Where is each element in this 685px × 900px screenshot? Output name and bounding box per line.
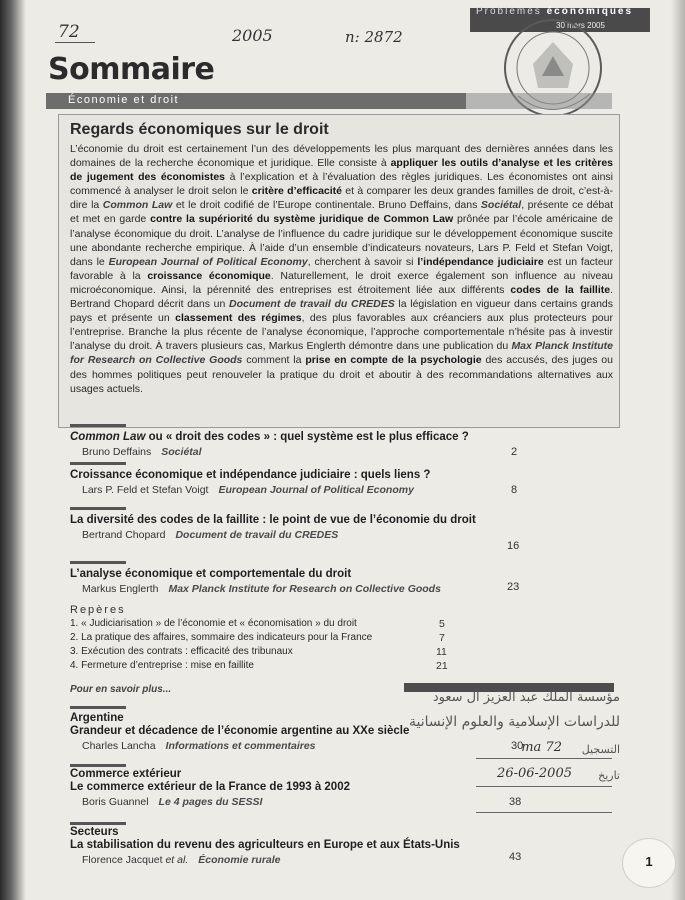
more-heading: Pour en savoir plus... — [70, 684, 172, 695]
journal-prefix: Problèmes — [476, 6, 542, 17]
article-page-number: 8 — [511, 484, 518, 496]
author-suffix: et al. — [165, 854, 189, 866]
section-bar-fade — [466, 93, 612, 109]
entry-rule — [70, 462, 126, 465]
further-reading-title: La stabilisation du revenu des agriculteurs en Europe et aux États-Unis — [70, 839, 460, 851]
article-title-italic: Common Law — [70, 431, 146, 443]
intro-text-run: L’économie du droit est certainement l’un des développements les plus marquant des dernières années dans les domaines de la recherche économique et juridique. Elle consiste à — [70, 143, 613, 170]
author-name: Boris Guannel — [82, 796, 149, 808]
article-page-number: 23 — [507, 581, 520, 593]
intro-emphasis: croissance économique — [147, 269, 271, 282]
further-page-number: 38 — [509, 796, 522, 808]
stamp-line — [476, 786, 612, 787]
article-title-text: L’analyse économique et comportementale du droit — [70, 568, 352, 580]
further-reading-title: Le commerce extérieur de la France de 1993 à 2002 — [70, 781, 350, 793]
entry-rule — [70, 561, 126, 564]
stamp-date-value: 26-06-2005 — [497, 766, 572, 781]
stamp-institution-line1: مؤسسة الملك عبد العزيز آل سعود — [432, 690, 620, 705]
category-label: Argentine — [70, 712, 124, 724]
intro-emphasis: Common Law — [102, 199, 173, 212]
further-page-number: 30 — [511, 740, 524, 752]
page-title: Sommaire — [48, 52, 215, 87]
article-page-number: 2 — [511, 446, 518, 458]
author-name: Bertrand Chopard — [82, 529, 166, 541]
article-title — [70, 468, 540, 482]
intro-emphasis: appliquer les outils d’analyse et les critères de jugement des économistes — [70, 157, 614, 184]
author-name: Markus Englerth — [82, 583, 159, 595]
article-source: Max Planck Institute for Research on Collective Goods — [168, 583, 441, 595]
article-title — [70, 513, 490, 527]
article-title — [70, 567, 540, 581]
intro-text-run: comment la — [242, 354, 306, 367]
repere-item[interactable]: 2. La pratique des affaires, sommaire des indicateurs pour la France — [70, 632, 373, 643]
intro-text-run: la législation en vigueur dans certains grands pays et présente un — [70, 298, 614, 325]
intro-emphasis: Document de travail du CREDES — [228, 298, 395, 311]
intro-text — [70, 142, 613, 396]
stamp-reg-value: ma 72 — [521, 740, 562, 755]
handwritten-year: 2005 — [232, 26, 273, 45]
entry-rule — [70, 424, 126, 427]
repere-item[interactable]: 4. Fermeture d’entreprise : mise en faillite — [70, 660, 254, 671]
intro-text-run: est un facteur favorable à la — [70, 255, 614, 282]
article-author — [70, 740, 510, 752]
article-author — [70, 583, 540, 595]
intro-text-run: , présente ce débat et met en garde — [70, 199, 614, 226]
repere-page-number: 7 — [439, 632, 445, 644]
intro-emphasis: critère d’efficacité — [251, 185, 343, 198]
author-name: Florence Jacquet — [82, 854, 163, 866]
entry-rule — [70, 822, 126, 825]
issue-date: 30 mars 2005 — [556, 21, 605, 30]
intro-text-run: des accusés, des juges ou des hommes politiques peut renouveler la pratique du droit et aboutir à des recommandations alternatives aux usages actuels. — [70, 354, 613, 395]
article-author — [70, 796, 510, 808]
journal-title: économiques — [546, 6, 634, 17]
article-entry[interactable] — [70, 567, 540, 595]
article-source: Économie rurale — [198, 854, 281, 866]
stamp-line — [476, 812, 612, 813]
article-author — [70, 529, 490, 541]
intro-emphasis: Max Planck Institute for Research on Collective Goods — [70, 340, 613, 367]
repere-item[interactable]: 3. Exécution des contrats : efficacité des tribunaux — [70, 646, 293, 657]
entry-rule — [70, 706, 126, 709]
book-binding-shadow — [0, 0, 26, 900]
article-page-number: 16 — [507, 540, 520, 552]
intro-text-run: , des plus favorables aux créanciers aux plus protecteurs pour l’entreprise. Branche la plus récente de l’analyse économique, l’approche comportementale n’hésite pas à investir l’analyse du droit. À travers plusieurs cas, Markus Englerth démontre dans une publication du — [70, 312, 613, 353]
intro-emphasis: contre la supériorité du système juridique de Common Law — [150, 213, 454, 226]
intro-text-run: . Bertrand Chopard décrit dans un — [70, 283, 614, 311]
stamp-institution-line2: للدراسات الإسلامية والعلوم الإنسانية — [409, 714, 620, 730]
page-number-badge — [622, 838, 676, 888]
intro-emphasis: European Journal of Political Economy — [108, 255, 308, 268]
author-name: Lars P. Feld et Stefan Voigt — [82, 484, 209, 496]
further-reading-entry[interactable] — [70, 768, 510, 808]
category-label: Commerce extérieur — [70, 768, 182, 780]
article-entry[interactable] — [70, 513, 490, 541]
article-entry[interactable] — [70, 468, 540, 496]
article-title-text: La diversité des codes de la faillite : le point de vue de l’économie du droit — [70, 514, 476, 526]
repere-page-number: 5 — [439, 618, 445, 630]
reperes-heading: Repères — [70, 604, 126, 616]
stamp-line — [476, 758, 612, 759]
article-source: Informations et commentaires — [165, 740, 316, 752]
further-reading-title: Grandeur et décadence de l’économie argentine au XXe siècle — [70, 725, 410, 737]
article-title — [70, 430, 540, 444]
intro-title: Regards économiques sur le droit — [70, 121, 329, 138]
intro-emphasis: prise en compte de la psychologie — [305, 354, 482, 367]
article-source: European Journal of Political Economy — [218, 484, 414, 496]
stamp-reg-label: التسجيل — [581, 743, 620, 756]
repere-item[interactable]: 1. « Judiciarisation » de l’économie et « économisation » du droit — [70, 618, 357, 629]
article-entry[interactable] — [70, 430, 540, 458]
section-label: Économie et droit — [68, 94, 180, 106]
article-source: Sociétal — [161, 446, 202, 458]
intro-text-run: à l’explication et à l’évaluation des règles juridiques. Les économistes ont ainsi commencé à analyser le droit selon le — [70, 171, 613, 198]
article-title-text: ou « droit des codes » : quel système est le plus efficace ? — [145, 431, 469, 443]
intro-text-run: prônée par l’école américaine de l’analyse économique du droit. L’analyse de l’influence du cadre juridique sur le développement économique suscite une abondante recherche empirique. À l’aide d’un ensemble d’indicateurs novateurs, Lars P. Feld et Stefan Voigt, dans le — [70, 213, 614, 268]
further-reading-entry[interactable] — [70, 826, 540, 866]
further-page-number: 43 — [509, 851, 522, 863]
intro-text-run: et à comparer les deux grandes familles de droit, c’est-à-dire la — [70, 185, 613, 212]
author-name: Bruno Deffains — [82, 446, 152, 458]
repere-page-number: 11 — [436, 646, 447, 658]
entry-rule — [70, 507, 126, 510]
handwritten-underline — [55, 42, 95, 43]
category-label: Secteurs — [70, 826, 119, 838]
page-edge-shadow — [671, 0, 685, 900]
article-source: Document de travail du CREDES — [175, 529, 339, 541]
intro-emphasis: classement des régimes — [175, 312, 302, 325]
entry-rule — [70, 764, 126, 767]
intro-emphasis: l’indépendance judiciaire — [417, 255, 544, 268]
page-number: 1 — [645, 854, 653, 869]
intro-text-run: , cherchent à savoir si — [307, 255, 418, 268]
article-title-text: Croissance économique et indépendance judiciaire : quels liens ? — [70, 469, 431, 481]
handwritten-number: 72 — [58, 22, 80, 42]
handwritten-reg-number: n: 2872 — [345, 28, 403, 46]
intro-emphasis: Sociétal — [480, 199, 522, 212]
intro-text-run: . Naturellement, le droit exerce également son influence au niveau microéconomique. Ainsi, la pérennité des entreprises est étroitement liée aux différents — [70, 269, 613, 296]
article-author — [70, 484, 540, 496]
article-author — [70, 854, 540, 866]
article-author — [70, 446, 540, 458]
intro-text-run: et le droit codifié de l’Europe continentale. Bruno Deffains, dans — [172, 199, 481, 212]
repere-page-number: 21 — [436, 660, 448, 672]
stamp-date-label: تاريخ — [598, 769, 620, 782]
author-name: Charles Lancha — [82, 740, 156, 752]
article-source: Le 4 pages du SESSI — [158, 796, 263, 808]
intro-emphasis: codes de la faillite — [510, 283, 611, 296]
